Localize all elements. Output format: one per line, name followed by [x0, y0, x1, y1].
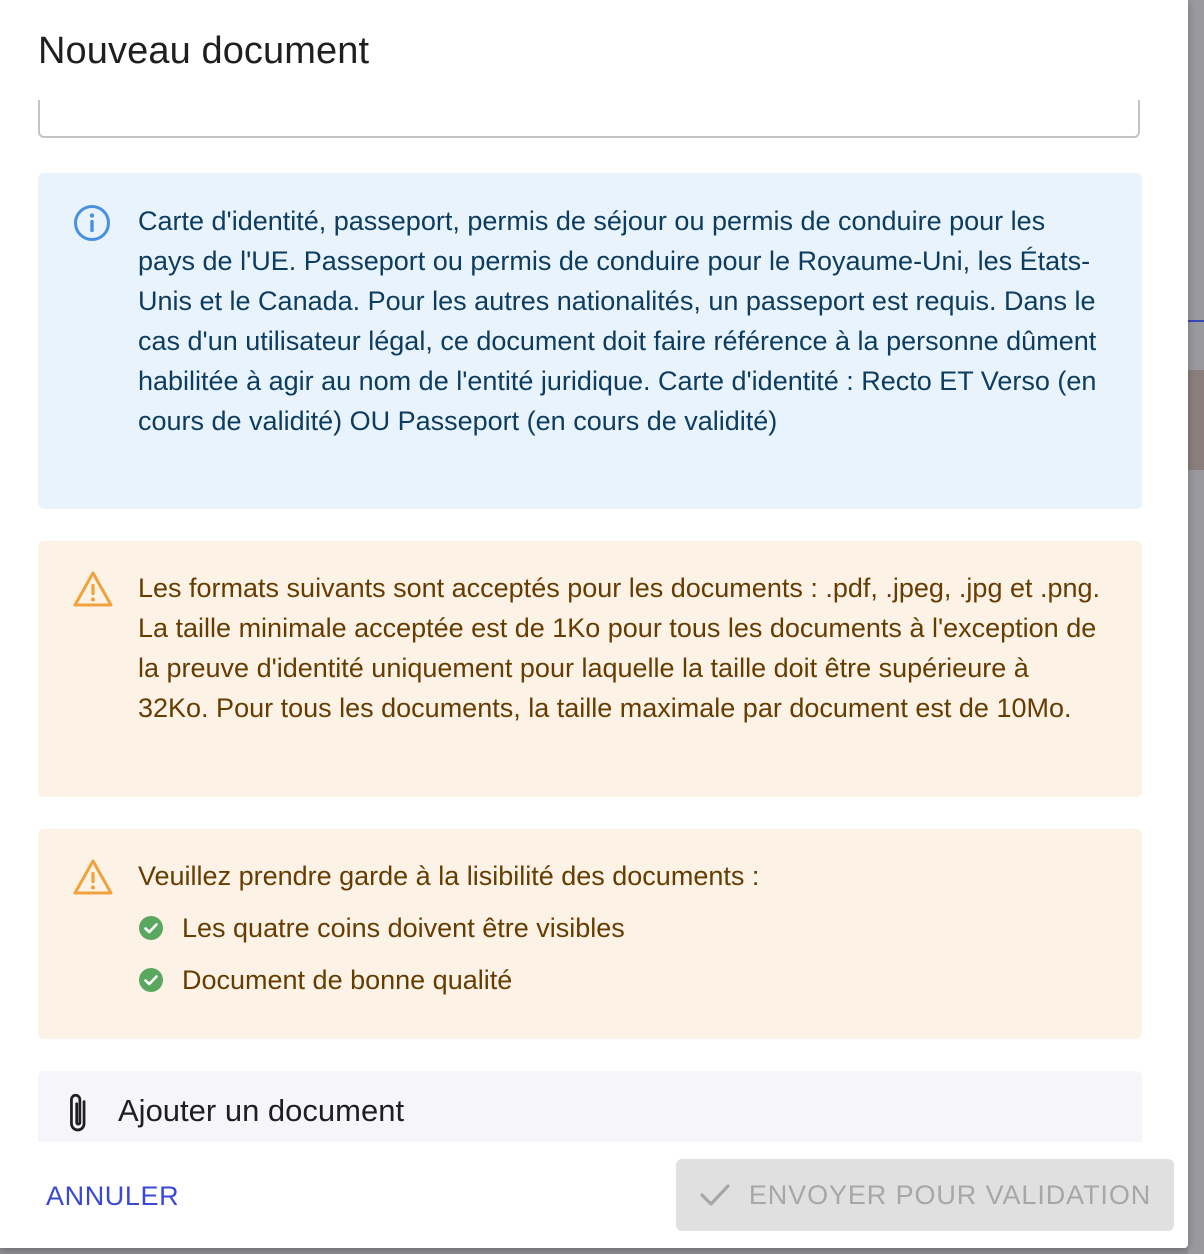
- formats-warning-text: Les formats suivants sont acceptés pour les documents : .pdf, .jpeg, .jpg et .png. La taille minimale acceptée est de 1Ko pour tous les documents à l'exception de la preuve d'identité uniquement pour laquelle la taille doit être supérieure à 32Ko. Pour tous les documents, la taille maximale par document est de 10Mo.: [138, 573, 1101, 723]
- checklist-item-label: Les quatre coins doivent être visibles: [182, 912, 625, 943]
- submit-button-label: ENVOYER POUR VALIDATION: [748, 1179, 1152, 1210]
- info-alert-text: Carte d'identité, passeport, permis de séjour ou permis de conduire pour les pays de l'UE. Passeport ou permis de conduire pour le Royaume-Uni, les États-Unis et le Canada. Pour les autres nationalités, un passeport est requis. Dans le cas d'un utilisateur légal, ce document doit faire référence à la personne dûment habilitée à agir au nom de l'entité juridique. Carte d'identité : Recto ET Verso (en cours de validité) OU Passeport (en cours de validité): [138, 206, 1097, 436]
- info-alert: [38, 173, 1142, 509]
- cancel-button[interactable]: ANNULER: [28, 1172, 197, 1220]
- submit-for-validation-button[interactable]: [676, 1159, 1174, 1231]
- backdrop: [1188, 0, 1204, 1254]
- checklist-item-label: Document de bonne qualité: [182, 964, 513, 995]
- legibility-warning-text: Veuillez prendre garde à la lisibilité des documents :: [138, 861, 760, 891]
- backdrop-accent-line: [1188, 320, 1204, 322]
- dialog-content[interactable]: [0, 100, 1188, 1142]
- paperclip-icon: [62, 1089, 92, 1142]
- check-circle-icon: [138, 967, 164, 993]
- add-document-button[interactable]: [38, 1071, 1142, 1142]
- dialog-title: Nouveau document: [38, 30, 370, 72]
- info-icon: [72, 203, 112, 248]
- warning-icon: [72, 857, 114, 902]
- formats-warning-alert: [38, 541, 1142, 797]
- legibility-checklist-item: [138, 965, 512, 995]
- check-circle-icon: [138, 915, 164, 941]
- check-icon: [699, 1182, 731, 1208]
- backdrop-band: [1188, 370, 1204, 470]
- document-type-field[interactable]: [38, 100, 1140, 138]
- dialog-actions: [0, 1142, 1188, 1248]
- legibility-warning-alert: [38, 829, 1142, 1039]
- add-document-label: Ajouter un document: [118, 1093, 405, 1128]
- legibility-checklist-item: [138, 913, 625, 943]
- warning-icon: [72, 569, 114, 614]
